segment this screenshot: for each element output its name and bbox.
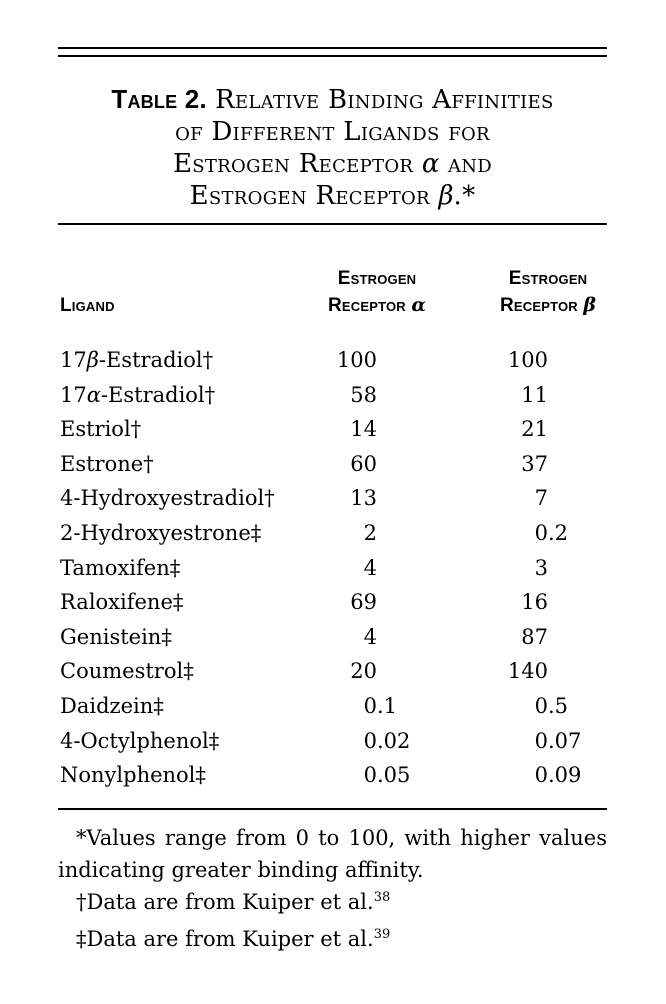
table-row bbox=[58, 654, 607, 689]
table-row bbox=[58, 620, 607, 655]
er-alpha-value: 0.1 bbox=[363, 693, 398, 718]
er-beta-value: 16 bbox=[521, 590, 548, 615]
footnote-double-dagger: ‡Data are from Kuiper et al.$^{39}$ bbox=[76, 926, 391, 951]
title-line-4: Estrogen Receptor β.* bbox=[189, 181, 476, 211]
beta-symbol: β bbox=[438, 181, 454, 211]
table-row bbox=[58, 689, 607, 724]
ligand-cell: Coumestrol‡ bbox=[60, 659, 194, 684]
er-beta-value: 21 bbox=[521, 417, 548, 442]
er-beta-value: 0.07 bbox=[534, 728, 582, 753]
column-header-er-alpha: Estrogen Receptor α bbox=[327, 268, 427, 316]
table-header-row bbox=[58, 266, 607, 319]
table-title bbox=[58, 83, 607, 212]
alpha-symbol: α bbox=[411, 294, 427, 316]
er-alpha-value: 69 bbox=[350, 590, 377, 615]
ligand-cell: 17β-Estradiol† bbox=[60, 348, 214, 372]
er-beta-value: 0.5 bbox=[534, 693, 569, 718]
reference-38: 38 bbox=[373, 889, 391, 905]
bottom-rule bbox=[58, 808, 607, 810]
column-header-ligand: Ligand bbox=[60, 295, 115, 316]
ligand-cell: 4-Hydroxyestradiol† bbox=[60, 486, 275, 511]
dagger-marker: † bbox=[76, 889, 87, 914]
table-figure bbox=[58, 0, 607, 955]
table-row bbox=[58, 516, 607, 551]
ligand-cell: 2-Hydroxyestrone‡ bbox=[60, 520, 262, 545]
double-dagger-marker: ‡ bbox=[76, 926, 87, 951]
er-beta-value: 0.2 bbox=[534, 520, 569, 545]
er-beta-value: 100 bbox=[507, 348, 548, 372]
title-line-1: Table 2. Relative Binding Affinities bbox=[111, 84, 554, 115]
ligand-cell: Daidzein‡ bbox=[60, 693, 164, 718]
er-alpha-value: 14 bbox=[350, 417, 377, 442]
column-header-er-beta: Estrogen Receptor β bbox=[499, 268, 597, 316]
er-beta-value: 3 bbox=[534, 555, 548, 580]
table-row bbox=[58, 343, 607, 378]
asterisk-marker: * bbox=[76, 825, 87, 850]
er-alpha-value: 100 bbox=[336, 348, 377, 372]
table-row bbox=[58, 412, 607, 447]
er-alpha-value: 0.05 bbox=[363, 763, 411, 788]
greek-letter: β bbox=[86, 348, 99, 372]
reference-39: 39 bbox=[373, 926, 391, 942]
beta-symbol: β bbox=[583, 294, 597, 316]
ligand-cell: Raloxifene‡ bbox=[60, 590, 184, 615]
ligand-cell: Nonylphenol‡ bbox=[60, 763, 206, 788]
title-rule bbox=[58, 223, 607, 225]
greek-letter: α bbox=[86, 382, 101, 407]
ligand-cell: Tamoxifen‡ bbox=[60, 555, 181, 580]
er-beta-value: 37 bbox=[521, 451, 548, 476]
table-row bbox=[58, 758, 607, 793]
footnotes bbox=[58, 822, 607, 955]
ligand-cell: 4-Octylphenol‡ bbox=[60, 728, 220, 753]
title-line-3: Estrogen Receptor α and bbox=[172, 149, 493, 179]
er-beta-value: 11 bbox=[521, 382, 548, 407]
ligand-cell: Genistein‡ bbox=[60, 624, 172, 649]
er-alpha-value: 0.02 bbox=[363, 728, 411, 753]
er-beta-value: 0.09 bbox=[534, 763, 582, 788]
table-row bbox=[58, 551, 607, 586]
er-alpha-value: 4 bbox=[363, 624, 377, 649]
footnote-dagger: †Data are from Kuiper et al.$^{38}$ bbox=[76, 889, 391, 914]
table-row bbox=[58, 724, 607, 759]
er-beta-value: 7 bbox=[534, 486, 548, 511]
alpha-symbol: α bbox=[421, 149, 440, 179]
top-double-rule bbox=[58, 47, 607, 57]
er-beta-value: 87 bbox=[521, 624, 548, 649]
table-body bbox=[58, 343, 607, 793]
er-alpha-value: 4 bbox=[363, 555, 377, 580]
er-alpha-value: 58 bbox=[350, 382, 377, 407]
footnote-asterisk: *Values range from 0 to 100, with higher values indicating greater binding affinity. bbox=[58, 825, 607, 882]
er-beta-value: 140 bbox=[507, 659, 548, 684]
table-row bbox=[58, 481, 607, 516]
ligand-cell: Estriol† bbox=[60, 417, 142, 442]
er-alpha-value: 2 bbox=[363, 520, 377, 545]
er-alpha-value: 60 bbox=[350, 451, 377, 476]
title-line-2: of Different Ligands for bbox=[175, 117, 490, 147]
table-row bbox=[58, 378, 607, 413]
table-row bbox=[58, 447, 607, 482]
er-alpha-value: 13 bbox=[350, 486, 377, 511]
er-alpha-value: 20 bbox=[350, 659, 377, 684]
ligand-cell: Estrone† bbox=[60, 451, 154, 476]
table-row bbox=[58, 585, 607, 620]
table-number-label: Table 2. bbox=[111, 84, 207, 114]
ligand-cell: 17α-Estradiol† bbox=[60, 382, 216, 407]
